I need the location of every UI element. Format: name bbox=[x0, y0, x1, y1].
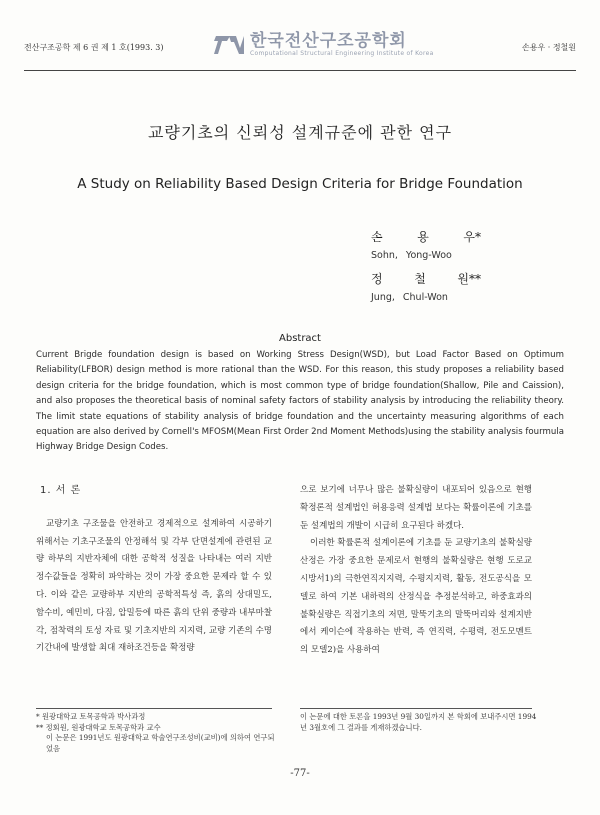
author-1-family: Sohn, bbox=[371, 250, 398, 261]
footnote: 이 논문은 1991년도 원광대학교 학술연구조성비(교비)에 의하여 연구되었음 bbox=[46, 733, 275, 753]
abstract-body: Current Brigde foundation design is based on Working Stress Design(WSD), but Load Factor Based on Optimum Reliability(LFBOR) design method is more rational than the WSD. For this reason, this study proposes a reliability based design criteria for the bridge foundation, which is most common type of bridge foundation(Shallow, Pile and Caission), and also proposes the theoretical basis of nominal safety factors of stability analysis by introducing the reliability theory. The limit state equations of stability analysis of bridge foundation and the uncertainty measuring algorithms of each equation are also derived by Cornell's MFOSM(Mean First Order 2nd Moment Methods)using the stability analysis fourmula Highway Bridge Design Codes. bbox=[36, 350, 564, 453]
body-paragraph: 교량기초 구조물을 안전하고 경제적으로 설계하여 시공하기 위해서는 기초구조물의 안정해석 및 각부 단면설계에 관련된 교량 하부의 지반자체에 대한 공학적 성질을 나타내는 여러 지반 정수값들을 정확히 파악하는 것이 가장 중요한 문제라 할 수 있다. 이와 같은 교량하부 지반의 공학적특성 즉, 흙의 상대밀도, 함수비, 예민비, 다짐, 압밀등에 따른 흙의 단위 중량과 내부마찰각, 점착력의 토성 자료 및 기초지반의 지지력, 교량 기존의 수명 기간내에 발생할 최대 재하조건등을 확정량 bbox=[36, 518, 272, 654]
author-1-english bbox=[371, 250, 481, 261]
body-paragraph: 으로 보기에 너무나 많은 불확실량이 내포되어 있음으로 현행 확정론적 설계법인 허용응력 설계법 보다는 확률이론에 기초를 둔 설계법의 개발이 시급히 요구된다 하겠다. bbox=[300, 485, 532, 531]
author-2-family: Jung, bbox=[371, 292, 395, 303]
author-1-char: 용 bbox=[417, 230, 429, 244]
society-logo bbox=[214, 32, 434, 58]
footnotes-right bbox=[300, 712, 540, 733]
footnote: 이 논문에 대한 토론을 1993년 9월 30일까지 본 학회에 보내주시면 1994년 3월호에 그 결과를 게재하겠습니다. bbox=[300, 712, 537, 732]
title-english: A Study on Reliability Based Design Criteria for Bridge Foundation bbox=[77, 176, 523, 192]
author-2-char: 정 bbox=[371, 272, 383, 286]
running-authors: 손용우 · 정철원 bbox=[522, 43, 576, 52]
author-1-char: 손 bbox=[371, 230, 383, 244]
society-name-english: Computational Structural Engineering Institute of Korea bbox=[250, 50, 434, 57]
footnote: * 원광대학교 토목공학과 박사과정 bbox=[36, 712, 146, 721]
author-block bbox=[371, 228, 481, 312]
society-name-korean: 한국전산구조공학회 bbox=[250, 31, 407, 51]
body-column-left bbox=[36, 482, 272, 658]
footnotes-left bbox=[36, 712, 276, 754]
author-2-korean bbox=[371, 270, 481, 287]
author-1-korean bbox=[371, 228, 481, 245]
page-number: -77- bbox=[290, 768, 310, 779]
journal-reference: 전산구조공학 제 6 권 제 1 호(1993. 3) bbox=[24, 43, 164, 52]
page-header bbox=[24, 31, 576, 68]
author-1-char: 우* bbox=[463, 230, 481, 244]
abstract-heading: Abstract bbox=[279, 333, 321, 344]
author-2-char: 철 bbox=[414, 272, 426, 286]
body-column-right bbox=[300, 482, 532, 660]
society-emblem-icon bbox=[214, 33, 244, 57]
title-korean: 교량기초의 신뢰성 설계규준에 관한 연구 bbox=[147, 123, 453, 142]
footnote: ** 정회원, 원광대학교 토목공학과 교수 bbox=[36, 722, 161, 732]
author-1-given: Yong-Woo bbox=[405, 250, 452, 261]
author-2-english bbox=[371, 292, 481, 303]
author-2-given: Chul-Won bbox=[402, 292, 448, 303]
footnote-divider bbox=[36, 708, 272, 709]
header-divider bbox=[24, 70, 576, 71]
footnote-divider bbox=[300, 708, 532, 709]
section-heading: 1. 서 론 bbox=[40, 485, 82, 496]
body-paragraph: 이러한 확률론적 설계이론에 기초를 둔 교량기초의 불확실량 산정은 가장 중요한 문제로서 현행의 불확실량은 현행 도로교시방서1)의 극한연직지지력, 수평지지력, 활동, 전도공식을 모델로 하여 기본 내하력의 산정식을 추정분석하고, 하중효과의 불확실량은 직접기초의 저면, 말뚝기초의 말뚝머리와 설계지반에서 케이슨에 작용하는 반력, 즉 연직력, 수평력, 전도모멘트의 모델2)을 사용하여 bbox=[300, 538, 532, 656]
author-2-char: 원** bbox=[457, 272, 481, 286]
